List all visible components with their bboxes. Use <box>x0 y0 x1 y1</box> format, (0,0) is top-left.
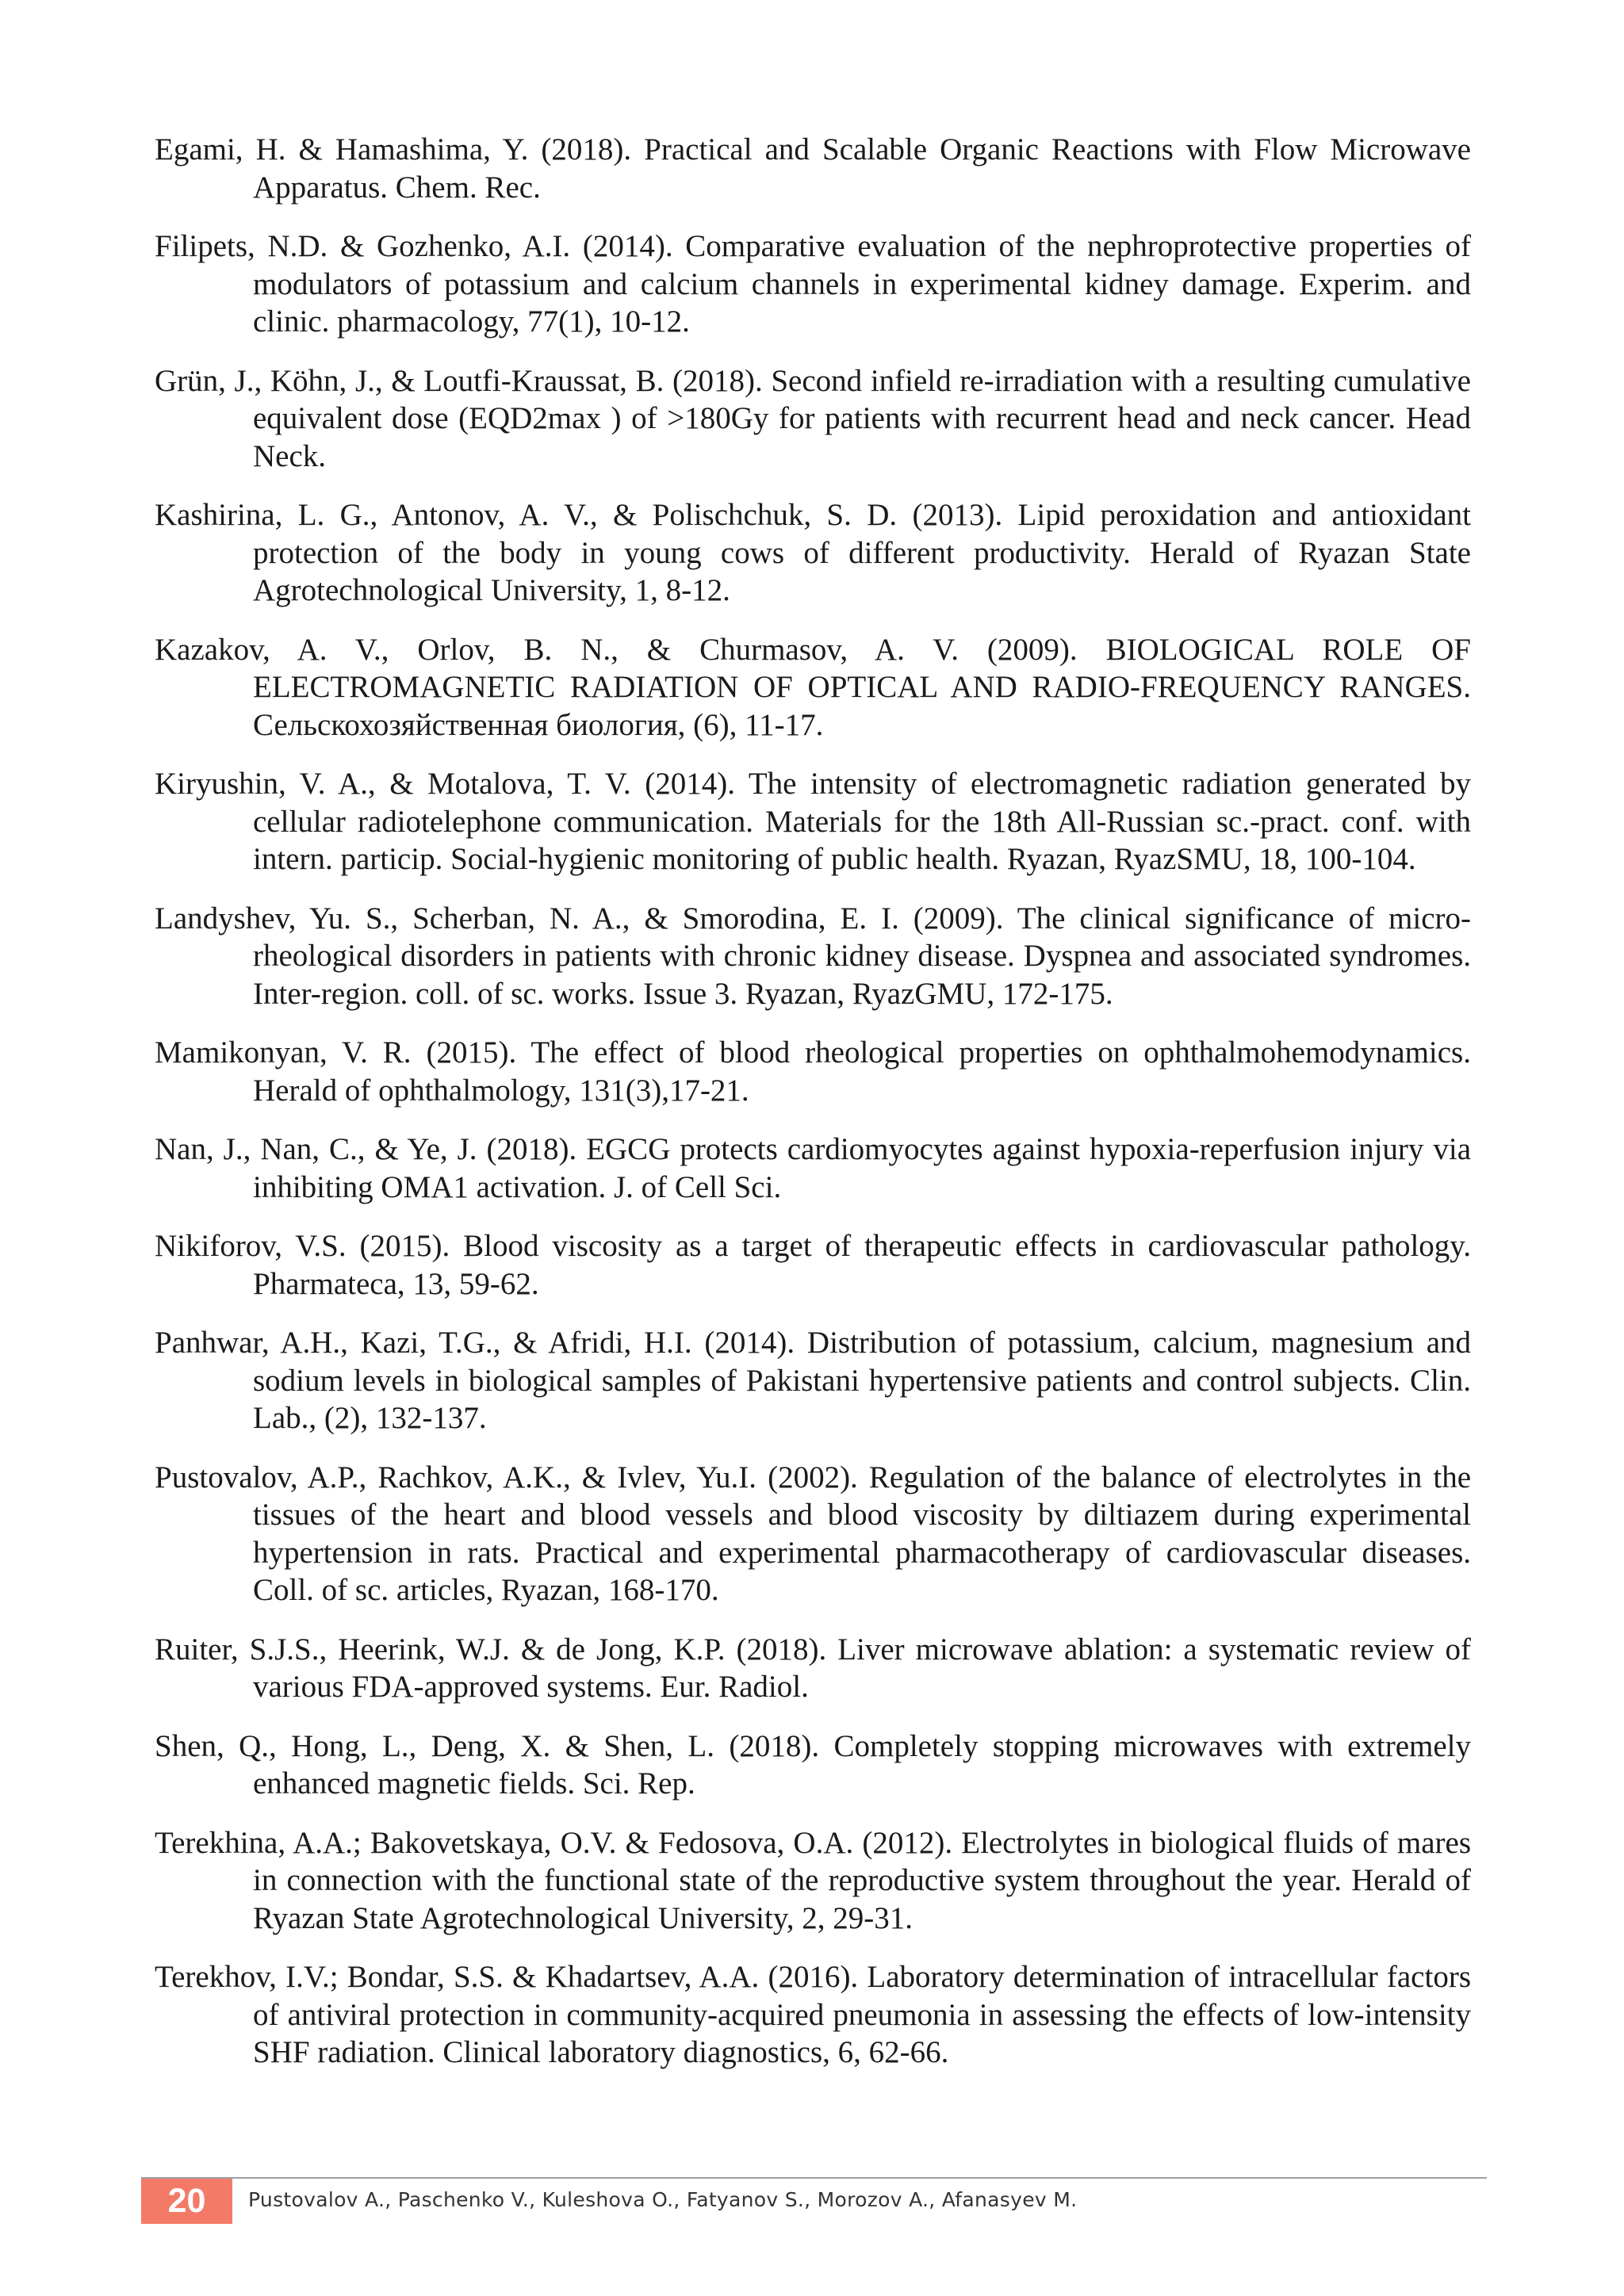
reference-item: Mamikonyan, V. R. (2015). The effect of blood rheological properties on ophthalmohemodynamics. Herald of ophthalmology, 131(3),17-21. <box>155 1035 1471 1108</box>
reference-item: Kazakov, A. V., Orlov, B. N., & Churmasov, A. V. (2009). BIOLOGICAL ROLE OF ELECTROMAGNETIC RADIATION OF OPTICAL AND RADIO-FREQUENCY RANGES. Сельскохозяйственная биология, (6), 11-17. <box>155 632 1471 742</box>
reference-item: Ruiter, S.J.S., Heerink, W.J. & de Jong, K.P. (2018). Liver microwave ablation: a systematic review of various FDA-approved systems. Eur. Radiol. <box>155 1632 1471 1704</box>
reference-item: Nikiforov, V.S. (2015). Blood viscosity as a target of therapeutic effects in cardiovascular pathology. Pharmateca, 13, 59-62. <box>155 1229 1471 1301</box>
footer-divider <box>141 2177 1487 2179</box>
reference-item: Pustovalov, A.P., Rachkov, A.K., & Ivlev, Yu.I. (2002). Regulation of the balance of electrolytes in the tissues of the heart and blood vessels and blood viscosity by diltiazem during experimental hypertension in rats. Practical and experimental pharmacotherapy of cardiovascular diseases. Coll. of sc. articles, Ryazan, 168-170. <box>155 1460 1471 1607</box>
reference-item: Egami, H. & Hamashima, Y. (2018). Practical and Scalable Organic Reactions with Flow Microwave Apparatus. Chem. Rec. <box>155 132 1471 205</box>
page-footer <box>141 2177 1487 2225</box>
footer-authors: Pustovalov A., Paschenko V., Kuleshova O., Fatyanov S., Morozov A., Afanasyev M. <box>248 2188 1078 2211</box>
reference-item: Panhwar, A.H., Kazi, T.G., & Afridi, H.I. (2014). Distribution of potassium, calcium, magnesium and sodium levels in biological samples of Pakistani hypertensive patients and control subjects. Clin. Lab., (2), 132-137. <box>155 1326 1471 1435</box>
reference-item: Terekhov, I.V.; Bondar, S.S. & Khadartsev, A.A. (2016). Laboratory determination of intracellular factors of antiviral protection in community-acquired pneumonia in assessing the effects of low-intensity SHF radiation. Clinical laboratory diagnostics, 6, 62-66. <box>155 1960 1471 2069</box>
page-number: 20 <box>141 2179 232 2224</box>
reference-list <box>155 131 1471 2093</box>
reference-item: Nan, J., Nan, C., & Ye, J. (2018). EGCG protects cardiomyocytes against hypoxia-reperfusion injury via inhibiting OMA1 activation. J. of Cell Sci. <box>155 1132 1471 1204</box>
reference-item: Grün, J., Köhn, J., & Loutfi-Kraussat, B. (2018). Second infield re-irradiation with a resulting cumulative equivalent dose (EQD2max ) of >180Gy for patients with recurrent head and neck cancer. Head Neck. <box>155 363 1471 473</box>
reference-item: Terekhina, A.A.; Bakovetskaya, O.V. & Fedosova, O.A. (2012). Electrolytes in biological fluids of mares in connection with the functional state of the reproductive system throughout the year. Herald of Ryazan State Agrotechnological University, 2, 29-31. <box>155 1825 1471 1935</box>
reference-item: Shen, Q., Hong, L., Deng, X. & Shen, L. (2018). Completely stopping microwaves with extremely enhanced magnetic fields. Sci. Rep. <box>155 1728 1471 1800</box>
reference-item: Landyshev, Yu. S., Scherban, N. A., & Smorodina, E. I. (2009). The clinical significance of micro-rheological disorders in patients with chronic kidney disease. Dyspnea and associated syndromes. Inter-region. coll. of sc. works. Issue 3. Ryazan, RyazGMU, 172-175. <box>155 901 1471 1011</box>
reference-item: Filipets, N.D. & Gozhenko, A.I. (2014). Comparative evaluation of the nephroprotective properties of modulators of potassium and calcium channels in experimental kidney damage. Experim. and clinic. pharmacology, 77(1), 10-12. <box>155 229 1471 339</box>
reference-item: Kiryushin, V. A., & Motalova, T. V. (2014). The intensity of electromagnetic radiation generated by cellular radiotelephone communication. Materials for the 18th All-Russian sc.-pract. conf. with intern. particip. Social-hygienic monitoring of public health. Ryazan, RyazSMU, 18, 100-104. <box>155 767 1471 876</box>
reference-item: Kashirina, L. G., Antonov, A. V., & Polischchuk, S. D. (2013). Lipid peroxidation and antioxidant protection of the body in young cows of different productivity. Herald of Ryazan State Agrotechnological University, 1, 8-12. <box>155 498 1471 607</box>
